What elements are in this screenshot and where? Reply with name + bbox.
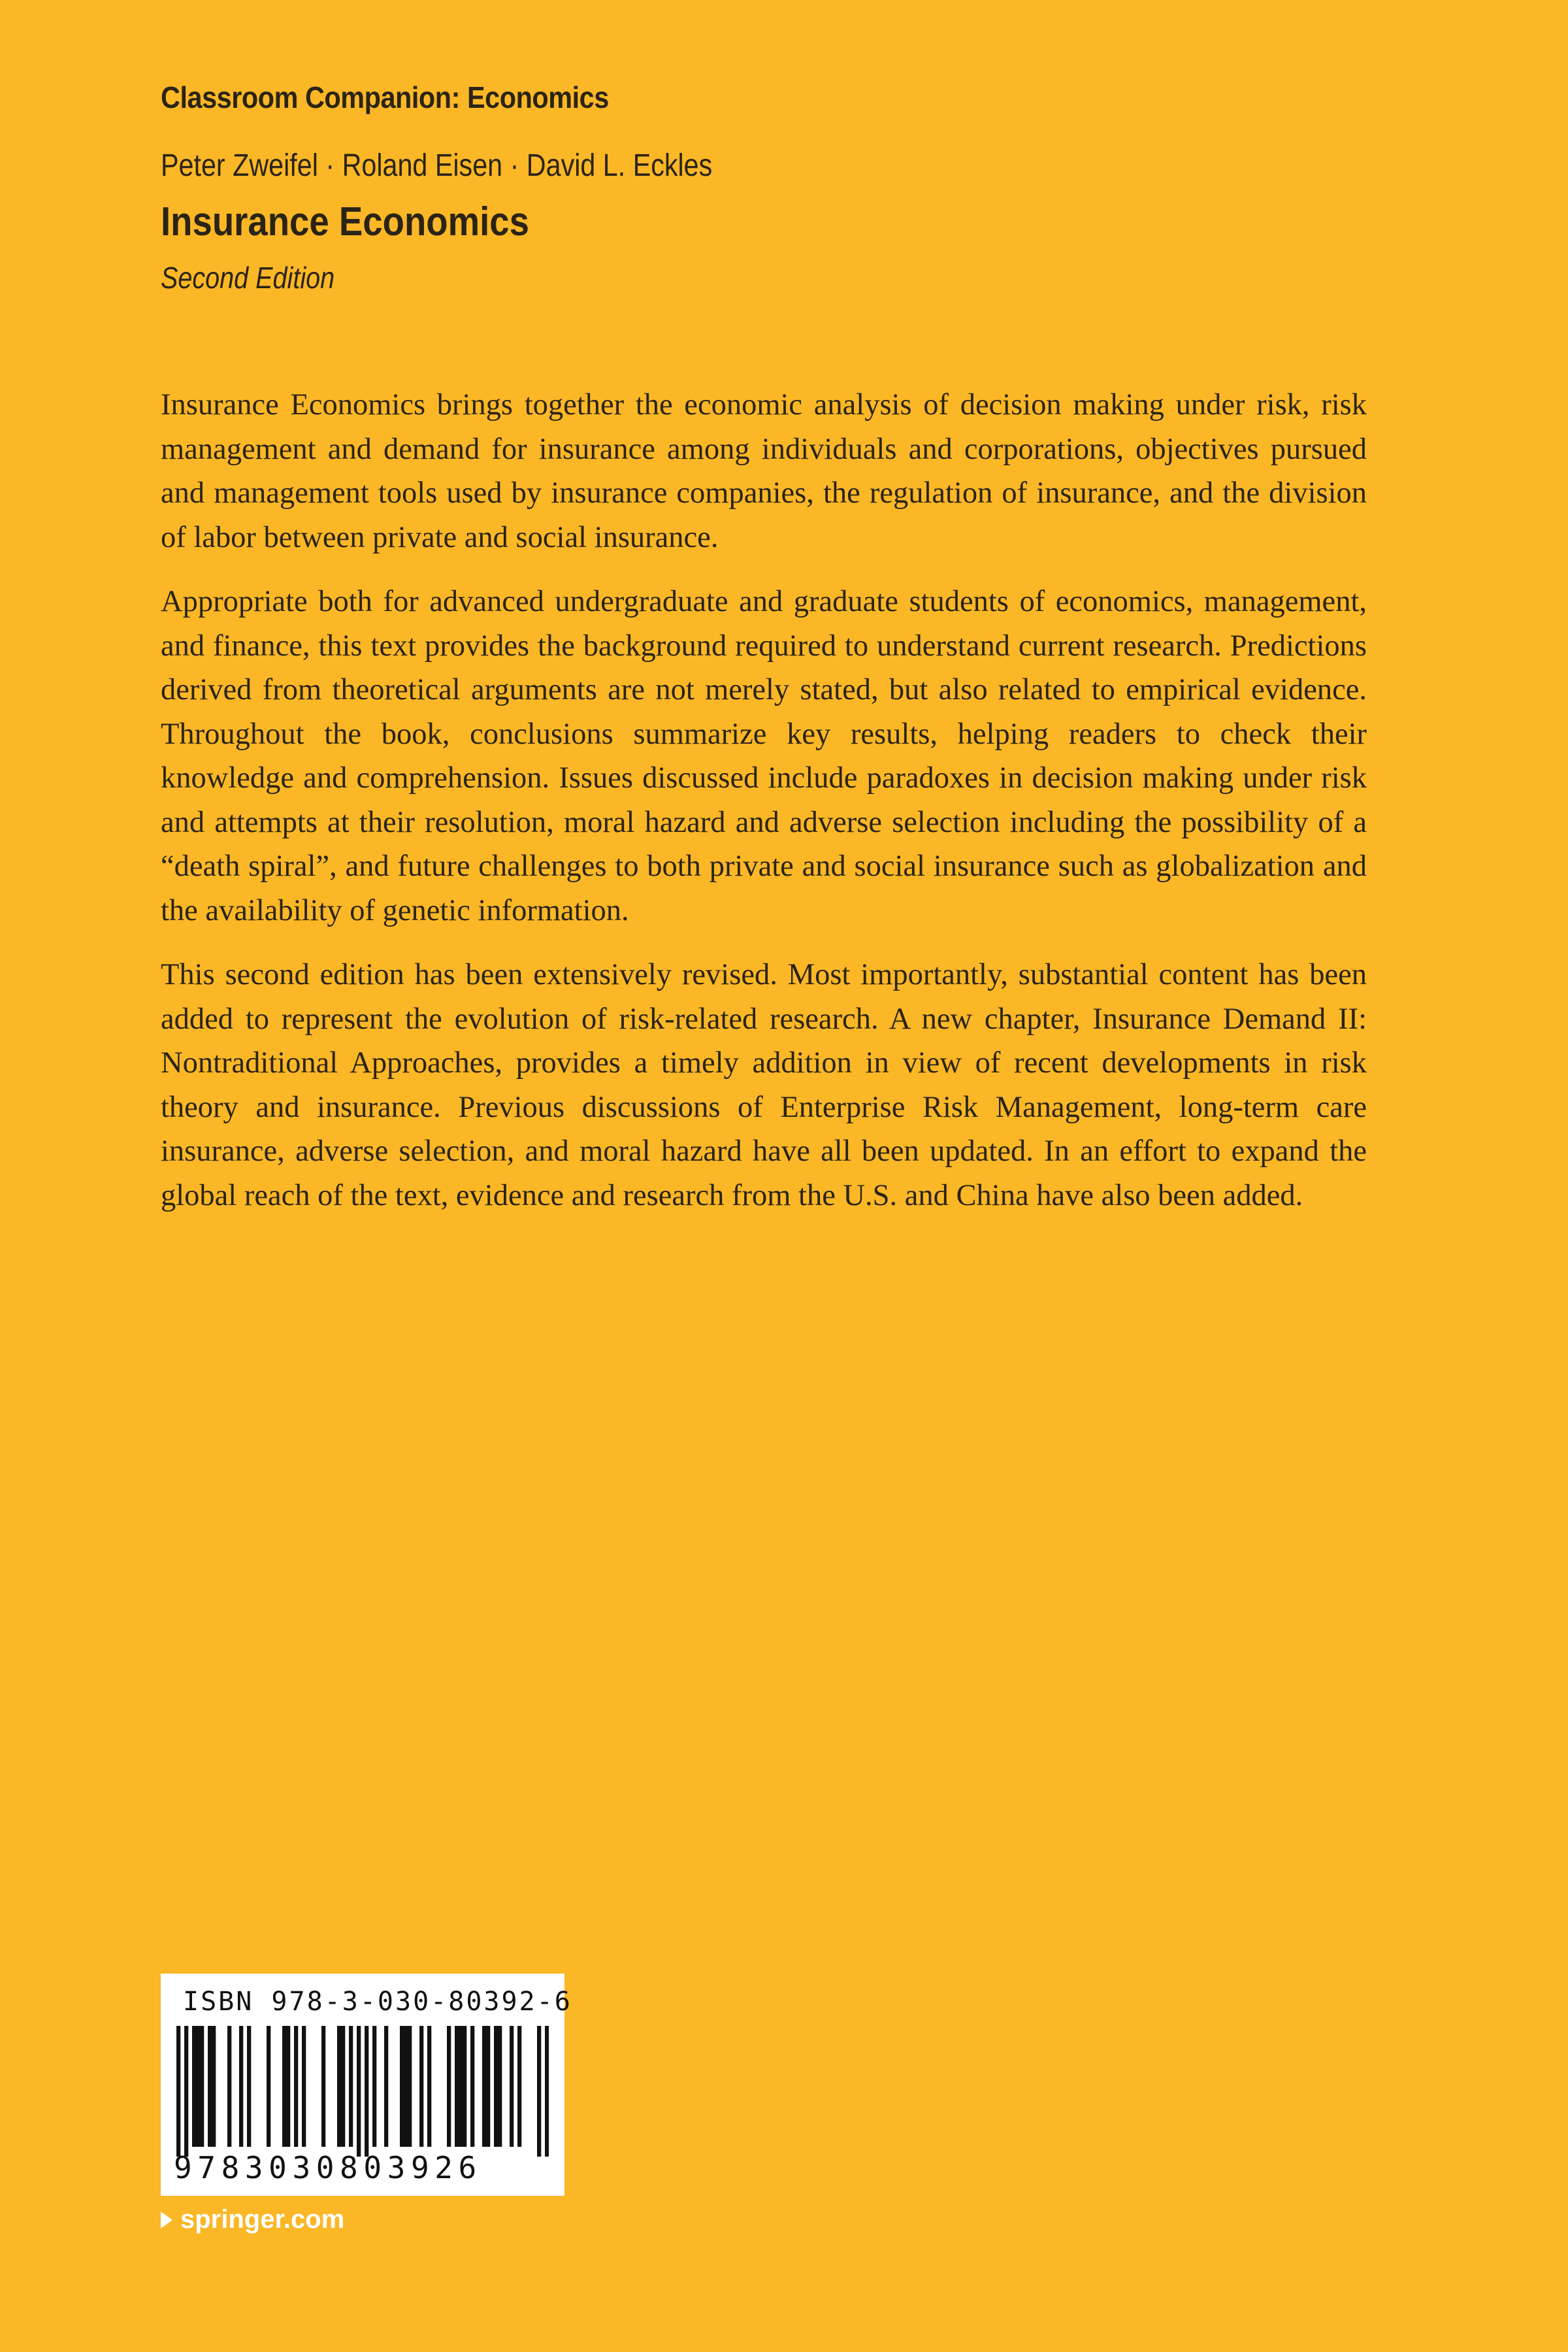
- barcode-bar: [302, 2026, 306, 2147]
- barcode-bar: [517, 2026, 521, 2147]
- barcode-bar: [494, 2026, 498, 2147]
- barcode-bar: [486, 2026, 490, 2147]
- barcode-digits: 9783030803926: [174, 2150, 482, 2185]
- publisher-url: springer.com: [180, 2205, 345, 2234]
- barcode-bar: [463, 2026, 466, 2147]
- barcode-bar: [321, 2026, 325, 2147]
- blurb: [161, 383, 1367, 1238]
- barcode-bar: [239, 2026, 243, 2147]
- barcode-bar: [176, 2026, 180, 2157]
- barcode-bar: [196, 2026, 200, 2147]
- barcode-bar: [408, 2026, 412, 2147]
- barcode-bar: [212, 2026, 216, 2147]
- barcode-bar: [545, 2026, 549, 2157]
- barcode-bar: [537, 2026, 541, 2157]
- barcode-bar: [247, 2026, 251, 2147]
- barcode: [176, 2026, 549, 2157]
- authors: Peter Zweifel · Roland Eisen · David L. Eckles: [161, 148, 713, 183]
- barcode-bar: [482, 2026, 486, 2147]
- barcode-bar: [282, 2026, 286, 2147]
- barcode-box: [161, 1974, 572, 2196]
- barcode-bar: [341, 2026, 345, 2147]
- barcode-bar: [372, 2026, 376, 2147]
- barcode-bar: [365, 2026, 368, 2157]
- barcode-bar: [357, 2026, 361, 2157]
- blurb-paragraph-2: Appropriate both for advanced undergraduate and graduate students of economics, management, and finance, this text provides the background required to understand current research. Predictions derived from theoretical arguments are not merely stated, but also related to empirical evidence. Throughout the book, conclusions summarize key results, helping readers to check their knowledge and comprehension. Issues discussed include paradoxes in decision making under risk and attempts at their resolution, moral hazard and adverse selection including the possibility of a “death spiral”, and future challenges to both private and social insurance such as globalization and the availability of genetic information.: [161, 585, 1367, 927]
- barcode-bar: [227, 2026, 231, 2147]
- barcode-bar: [404, 2026, 408, 2147]
- barcode-bar: [286, 2026, 290, 2147]
- barcode-bar: [447, 2026, 451, 2147]
- barcode-bar: [384, 2026, 388, 2147]
- barcode-bar: [267, 2026, 270, 2147]
- play-triangle-icon: [161, 2211, 172, 2228]
- barcode-bar: [184, 2026, 188, 2157]
- barcode-bar: [294, 2026, 298, 2147]
- barcode-bar: [192, 2026, 196, 2147]
- barcode-bar: [337, 2026, 341, 2147]
- barcode-bar: [349, 2026, 353, 2147]
- barcode-bar: [498, 2026, 502, 2147]
- series-name: Classroom Companion: Economics: [161, 80, 609, 114]
- isbn-label: ISBN 978-3-030-80392-6: [183, 1987, 572, 2017]
- blurb-paragraph-3: This second edition has been extensively revised. Most importantly, substantial content has been added to represent the evolution of risk-related research. A new chapter, Insurance Demand II: Nontraditional Approaches, provides a timely addition in view of recent developments in risk theory and insurance. Previous discussions of Enterprise Risk Management, long-term care insurance, adverse selection, and moral hazard have all been updated. In an effort to expand the global reach of the text, evidence and research from the U.S. and China have also been added.: [161, 958, 1367, 1212]
- publisher-link[interactable]: [161, 2205, 344, 2234]
- barcode-bar: [419, 2026, 423, 2147]
- barcode-bar: [400, 2026, 404, 2147]
- barcode-bar: [459, 2026, 463, 2147]
- barcode-bar: [455, 2026, 459, 2147]
- blurb-paragraph-1: Insurance Economics brings together the economic analysis of decision making under risk, risk management and demand for insurance among individuals and corporations, objectives pursued and management tools used by insurance companies, the regulation of insurance, and the division of labor between private and social insurance.: [161, 388, 1367, 554]
- barcode-bar: [200, 2026, 204, 2147]
- book-title: Insurance Economics: [161, 199, 529, 244]
- barcode-bar: [208, 2026, 212, 2147]
- barcode-bar: [470, 2026, 474, 2147]
- barcode-bar: [427, 2026, 431, 2147]
- barcode-bar: [510, 2026, 514, 2147]
- edition: Second Edition: [161, 261, 335, 295]
